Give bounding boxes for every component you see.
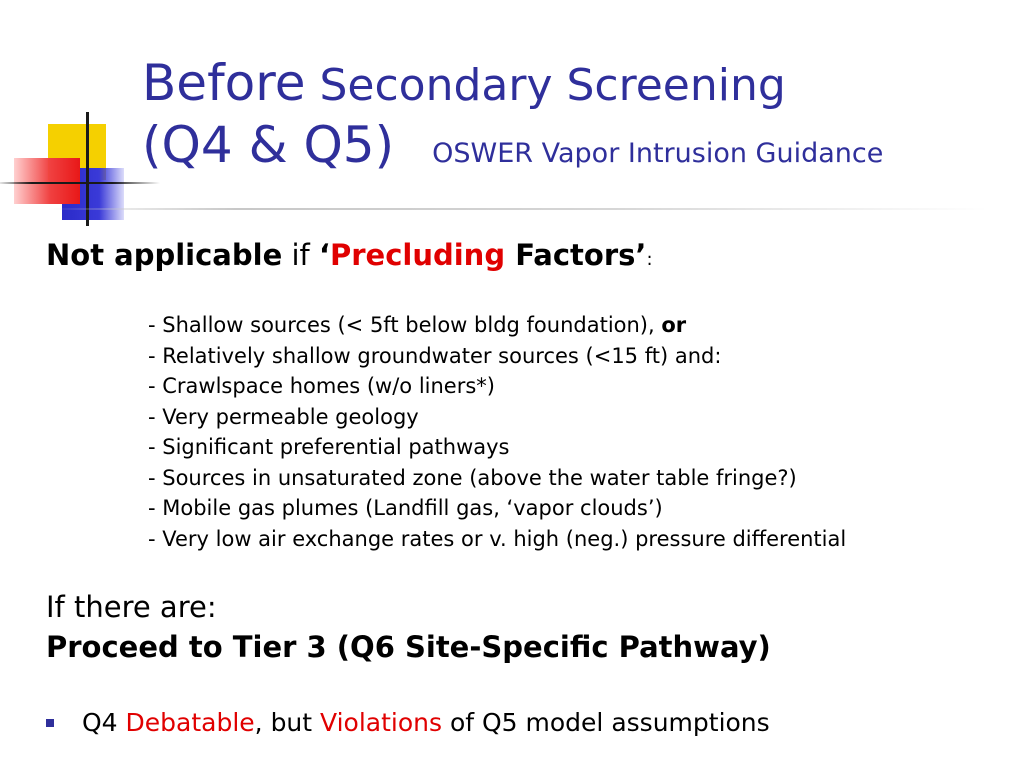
factor-item: - Very permeable geology (148, 404, 419, 429)
heading-if: if (282, 238, 319, 272)
factor-item: - Sources in unsaturated zone (above the water table fringe?) (148, 465, 797, 490)
factor-item (148, 310, 846, 341)
factor-item: - Mobile gas plumes (Landfill gas, ‘vapor clouds’) (148, 496, 663, 520)
title-line-2 (142, 116, 884, 174)
title-line-1 (142, 54, 883, 112)
bullet-violations: Violations (320, 708, 443, 737)
factor-item: - Relatively shallow groundwater sources (<15 ft) and: (148, 343, 722, 368)
bullet-debatable: Debatable (125, 708, 255, 737)
title-divider (48, 208, 988, 210)
factors-list (148, 310, 846, 554)
slide-logo-decoration (0, 100, 160, 230)
bullet-item (46, 708, 770, 737)
title-before: Before (142, 54, 306, 112)
factor-or: or (661, 313, 687, 337)
bullet-rest: of Q5 model assumptions (442, 708, 770, 737)
heading-factors: Factors’ (505, 238, 647, 272)
factor-item: - Crawlspace homes (w/o liners*) (148, 374, 495, 398)
bullet-text (82, 708, 770, 737)
title-q4-q5: (Q4 & Q5) (142, 116, 395, 174)
factor-item: - Significant preferential pathways (148, 435, 510, 459)
heading-quote-open: ‘ (318, 238, 330, 272)
heading-not-applicable: Not applicable (46, 238, 283, 272)
bullet-q4: Q4 (82, 708, 126, 737)
not-applicable-heading (46, 238, 653, 272)
heading-precluding: Precluding (329, 238, 506, 272)
factor-text: - Shallow sources (< 5ft below bldg foundation), (148, 313, 662, 337)
slide-title (142, 54, 884, 174)
if-there-are-text: If there are: (46, 590, 217, 624)
heading-colon: : (646, 249, 653, 270)
title-rest: Secondary Screening (305, 60, 786, 111)
bullet-but: , but (254, 708, 321, 737)
factor-item: - Very low air exchange rates or v. high (neg.) pressure differential (148, 526, 847, 551)
logo-red-square (14, 158, 80, 204)
bullet-square-icon (46, 719, 54, 727)
proceed-tier3-text: Proceed to Tier 3 (Q6 Site-Specific Pathway) (46, 630, 771, 664)
logo-horizontal-line (0, 182, 160, 184)
title-subtitle: OSWER Vapor Intrusion Guidance (432, 138, 884, 169)
